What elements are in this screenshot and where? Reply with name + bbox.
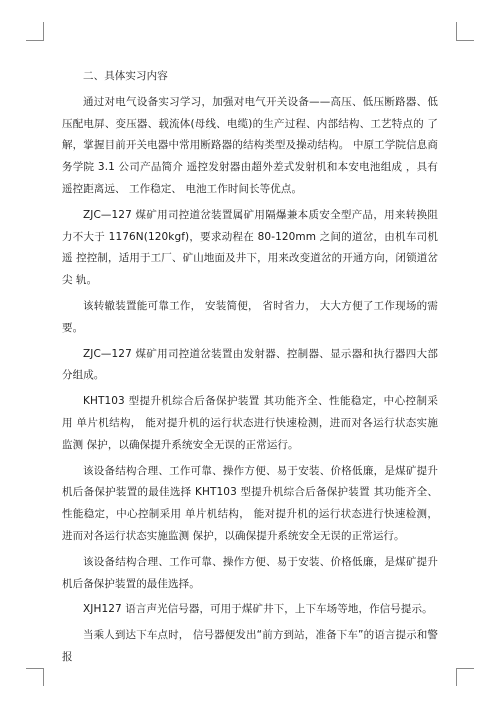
crop-mark-top-left — [43, 22, 44, 40]
paragraph: XJH127 语言声光信号器，可用于煤矿井下，上下车场等地，作信号提示。 — [83, 603, 433, 616]
paragraph: ZJC—127 煤矿用司控道岔装置由发射器、控制器、显示器和执行器四大部分组成。 — [62, 347, 438, 382]
paragraph: 当乘人到达下车点时， 信号器便发出“前方到站，准备下车”的语言提示和警报 — [62, 629, 438, 663]
document-body — [62, 66, 438, 669]
crop-mark-bottom-right — [456, 668, 457, 686]
paragraph: 该转辙装置能可靠工作， 安装简便， 省时省力， 大大方便了工作现场的需要。 — [62, 299, 438, 334]
crop-mark-top-right — [456, 22, 457, 40]
paragraph: KHT103 型提升机综合后备保护装置 其功能齐全、性能稳定，中心控制采用 单片机结构， 能对提升机的运行状态进行快速检测，进而对各运行状态实施监测 保护，以确保提升系统安全无误的正常运行。 — [62, 395, 438, 451]
paragraph: 该设备结构合理、工作可靠、操作方便、易于安装、价格低廉，是煤矿提升 机后备保护装置的最佳选择 KHT103 型提升机综合后备保护装置 其功能齐全、性能稳定，中心控制采用 单片机结构， 能对提升机的运行状态进行快速检测，进而对各运行状态实施监测 保护，以确保提升系统安全无误的正常运行。 — [62, 464, 438, 542]
crop-mark-bottom-left — [26, 668, 44, 669]
crop-mark-bottom-right — [456, 668, 474, 669]
paragraph: 该设备结构合理、工作可靠、操作方便、易于安装、价格低廉，是煤矿提升 机后备保护装置的最佳选择。 — [62, 555, 438, 590]
section-heading: 二、具体实习内容 — [83, 70, 168, 82]
crop-mark-top-left — [26, 40, 44, 41]
crop-mark-top-right — [456, 40, 474, 41]
paragraph: ZJC—127 煤矿用司控道岔装置属矿用隔爆兼本质安全型产品，用来转换阻 力不大于 1176N(120kgf)，要求动程在 80-120mm 之间的道岔，由机车司机遥 控控制，适用于工厂、矿山地面及井下，用来改变道岔的开通方向，闭锁道岔尖 轨。 — [62, 208, 438, 287]
paragraph: 通过对电气设备实习学习，加强对电气开关设备——高压、低压断路器、低 压配电屏、变压器、载流体(母线、电缆)的生产过程、内部结构、工艺特点的 了解，掌握目前开关电器中常用断路器的结构类型及操动结构。 中原工学院信息商务学院 3.1 公司产品简介 遥控发射器由超外差式发射机和本安电池组成 ，具有遥控距离远、 工作稳定、 电池工作时间长等优点。 — [62, 95, 438, 195]
crop-mark-bottom-left — [43, 668, 44, 686]
